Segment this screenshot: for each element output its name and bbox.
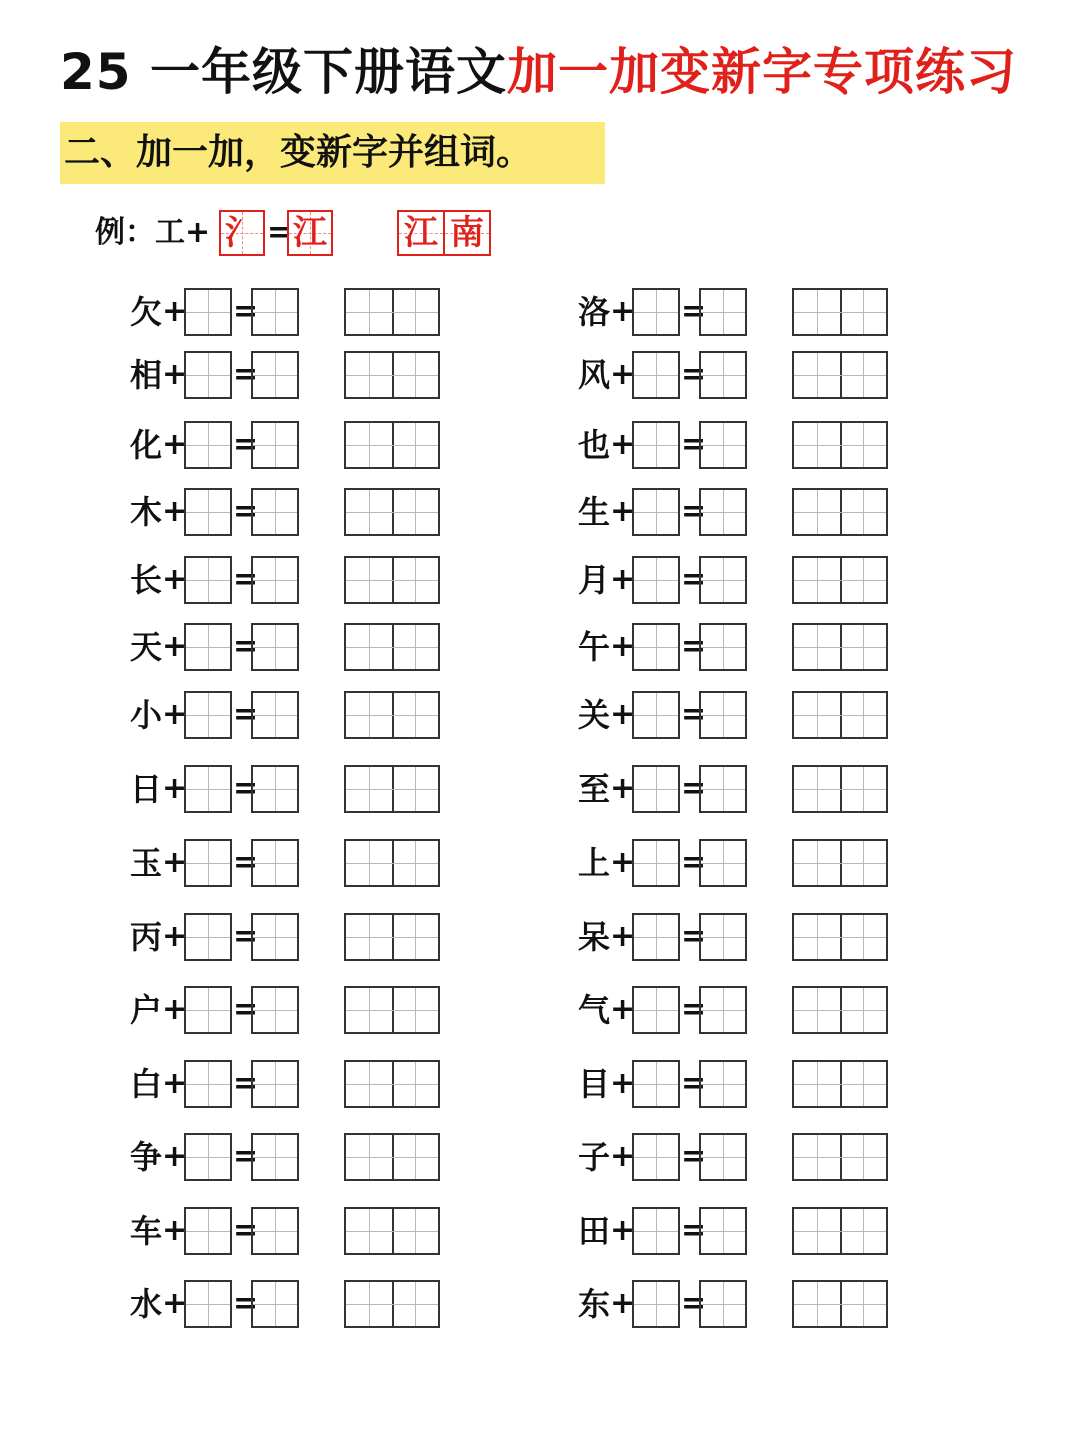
radical-answer-box[interactable] (632, 1133, 680, 1181)
equals-sign: = (233, 992, 259, 1027)
new-character-answer-box[interactable] (251, 765, 299, 813)
radical-answer-box[interactable] (184, 1280, 232, 1328)
exercise-row (130, 421, 440, 469)
plus-sign: + (162, 1213, 188, 1248)
new-character-answer-box[interactable] (699, 691, 747, 739)
new-character-answer-box[interactable] (251, 351, 299, 399)
word-answer-box[interactable] (344, 839, 440, 887)
word-answer-box[interactable] (792, 1280, 888, 1328)
exercise-row (578, 288, 888, 336)
plus-sign: + (162, 1139, 188, 1174)
base-character: 日 (130, 770, 163, 808)
equals-sign: = (681, 629, 707, 664)
base-character: 风 (578, 356, 611, 394)
equals-sign: = (233, 845, 259, 880)
new-character-answer-box[interactable] (699, 351, 747, 399)
plus-sign: + (162, 992, 188, 1027)
plus-sign: + (610, 1139, 636, 1174)
new-character-answer-box[interactable] (699, 986, 747, 1034)
equals-sign: = (681, 1286, 707, 1321)
new-character-answer-box[interactable] (251, 421, 299, 469)
equals-sign: = (233, 629, 259, 664)
example-word-char-1: 江 (404, 213, 438, 253)
exercise-row (578, 1060, 888, 1108)
word-answer-box[interactable] (344, 765, 440, 813)
equals-sign: = (681, 845, 707, 880)
radical-answer-box[interactable] (632, 288, 680, 336)
new-character-answer-box[interactable] (251, 986, 299, 1034)
new-character-answer-box[interactable] (699, 288, 747, 336)
base-character: 欠 (130, 293, 163, 331)
plus-sign: + (610, 845, 636, 880)
base-character: 子 (578, 1138, 611, 1176)
radical-answer-box[interactable] (184, 288, 232, 336)
radical-answer-box[interactable] (632, 839, 680, 887)
exercise-row (130, 288, 440, 336)
example-equals: = (267, 215, 293, 250)
radical-answer-box[interactable] (632, 351, 680, 399)
new-character-answer-box[interactable] (699, 1207, 747, 1255)
equals-sign: = (233, 919, 259, 954)
plus-sign: + (162, 562, 188, 597)
exercise-row (578, 765, 888, 813)
new-character-answer-box[interactable] (699, 913, 747, 961)
plus-sign: + (610, 919, 636, 954)
plus-sign: + (610, 357, 636, 392)
equals-sign: = (681, 562, 707, 597)
radical-answer-box[interactable] (184, 1207, 232, 1255)
radical-answer-box[interactable] (632, 986, 680, 1034)
radical-answer-box[interactable] (632, 488, 680, 536)
exercise-row (130, 1133, 440, 1181)
equals-sign: = (681, 697, 707, 732)
plus-sign: + (610, 629, 636, 664)
word-answer-box[interactable] (792, 623, 888, 671)
radical-answer-box[interactable] (184, 986, 232, 1034)
example-result-box (287, 210, 333, 256)
radical-answer-box[interactable] (632, 421, 680, 469)
equals-sign: = (681, 427, 707, 462)
base-character: 木 (130, 493, 163, 531)
base-character: 长 (130, 561, 163, 599)
radical-answer-box[interactable] (184, 421, 232, 469)
word-answer-box[interactable] (792, 351, 888, 399)
word-answer-box[interactable] (792, 691, 888, 739)
new-character-answer-box[interactable] (699, 623, 747, 671)
radical-answer-box[interactable] (184, 765, 232, 813)
word-answer-box[interactable] (792, 986, 888, 1034)
plus-sign: + (162, 845, 188, 880)
new-character-answer-box[interactable] (699, 839, 747, 887)
plus-sign: + (162, 294, 188, 329)
exercise-row (578, 556, 888, 604)
plus-sign: + (610, 294, 636, 329)
exercise-row (578, 913, 888, 961)
equals-sign: = (233, 494, 259, 529)
radical-answer-box[interactable] (632, 1207, 680, 1255)
new-character-answer-box[interactable] (251, 839, 299, 887)
new-character-answer-box[interactable] (251, 1207, 299, 1255)
exercise-row (130, 691, 440, 739)
new-character-answer-box[interactable] (699, 488, 747, 536)
word-answer-box[interactable] (792, 1060, 888, 1108)
word-answer-box[interactable] (344, 986, 440, 1034)
base-character: 化 (130, 426, 163, 464)
radical-answer-box[interactable] (184, 839, 232, 887)
equals-sign: = (681, 294, 707, 329)
exercise-row (130, 623, 440, 671)
exercise-row (130, 913, 440, 961)
base-character: 争 (130, 1138, 163, 1176)
equals-sign: = (681, 992, 707, 1027)
new-character-answer-box[interactable] (699, 556, 747, 604)
exercise-row (130, 839, 440, 887)
radical-answer-box[interactable] (632, 691, 680, 739)
plus-sign: + (610, 494, 636, 529)
word-answer-box[interactable] (792, 839, 888, 887)
equals-sign: = (681, 771, 707, 806)
radical-answer-box[interactable] (632, 1060, 680, 1108)
word-answer-box[interactable] (344, 1133, 440, 1181)
word-answer-box[interactable] (344, 1207, 440, 1255)
radical-answer-box[interactable] (632, 913, 680, 961)
radical-answer-box[interactable] (184, 623, 232, 671)
word-answer-box[interactable] (792, 913, 888, 961)
new-character-answer-box[interactable] (251, 556, 299, 604)
equals-sign: = (233, 1213, 259, 1248)
equals-sign: = (681, 1139, 707, 1174)
example-word-char-2: 南 (450, 213, 484, 253)
radical-answer-box[interactable] (184, 691, 232, 739)
word-answer-box[interactable] (792, 288, 888, 336)
title-red-part: 加一加变新字专项练习 (507, 43, 1017, 101)
title-black-part: 25 一年级下册语文 (60, 43, 507, 101)
new-character-answer-box[interactable] (251, 1133, 299, 1181)
exercise-row (578, 351, 888, 399)
radical-answer-box[interactable] (632, 765, 680, 813)
radical-answer-box[interactable] (184, 556, 232, 604)
base-character: 呆 (578, 918, 611, 956)
base-character: 洛 (578, 293, 611, 331)
plus-sign: + (162, 494, 188, 529)
word-answer-box[interactable] (344, 421, 440, 469)
plus-sign: + (162, 697, 188, 732)
word-answer-box[interactable] (344, 1060, 440, 1108)
exercise-row (578, 488, 888, 536)
example-label: 例：工+ (95, 215, 211, 250)
word-answer-box[interactable] (344, 623, 440, 671)
plus-sign: + (610, 427, 636, 462)
word-answer-box[interactable] (344, 556, 440, 604)
page-title (60, 40, 1017, 104)
plus-sign: + (162, 357, 188, 392)
base-character: 午 (578, 628, 611, 666)
base-character: 月 (578, 561, 611, 599)
word-answer-box[interactable] (344, 691, 440, 739)
exercise-row (578, 839, 888, 887)
radical-answer-box[interactable] (632, 556, 680, 604)
exercise-row (578, 986, 888, 1034)
word-answer-box[interactable] (344, 913, 440, 961)
base-character: 白 (130, 1065, 163, 1103)
plus-sign: + (610, 1066, 636, 1101)
exercise-row (578, 1207, 888, 1255)
equals-sign: = (233, 357, 259, 392)
exercise-row (578, 1280, 888, 1328)
base-character: 车 (130, 1212, 163, 1250)
new-character-answer-box[interactable] (699, 765, 747, 813)
exercise-row (130, 986, 440, 1034)
base-character: 目 (578, 1065, 611, 1103)
exercise-row (130, 351, 440, 399)
base-character: 户 (130, 991, 163, 1029)
new-character-answer-box[interactable] (699, 1280, 747, 1328)
new-character-answer-box[interactable] (251, 1280, 299, 1328)
base-character: 玉 (130, 844, 163, 882)
radical-answer-box[interactable] (184, 351, 232, 399)
new-character-answer-box[interactable] (699, 421, 747, 469)
plus-sign: + (162, 771, 188, 806)
new-character-answer-box[interactable] (251, 623, 299, 671)
new-character-answer-box[interactable] (251, 288, 299, 336)
exercise-row (578, 421, 888, 469)
equals-sign: = (233, 294, 259, 329)
exercise-row (578, 691, 888, 739)
new-character-answer-box[interactable] (251, 913, 299, 961)
word-answer-box[interactable] (792, 1207, 888, 1255)
word-answer-box[interactable] (344, 288, 440, 336)
base-character: 小 (130, 696, 163, 734)
base-character: 天 (130, 628, 163, 666)
base-character: 丙 (130, 918, 163, 956)
word-answer-box[interactable] (792, 421, 888, 469)
equals-sign: = (233, 562, 259, 597)
plus-sign: + (610, 771, 636, 806)
radical-answer-box[interactable] (184, 913, 232, 961)
equals-sign: = (681, 919, 707, 954)
base-character: 关 (578, 696, 611, 734)
base-character: 至 (578, 770, 611, 808)
base-character: 也 (578, 426, 611, 464)
new-character-answer-box[interactable] (699, 1060, 747, 1108)
new-character-answer-box[interactable] (251, 488, 299, 536)
plus-sign: + (610, 1286, 636, 1321)
new-character-answer-box[interactable] (251, 691, 299, 739)
new-character-answer-box[interactable] (699, 1133, 747, 1181)
word-answer-box[interactable] (792, 556, 888, 604)
word-answer-box[interactable] (792, 765, 888, 813)
exercise-row (578, 1133, 888, 1181)
plus-sign: + (162, 629, 188, 664)
example-radical-box (219, 210, 265, 256)
radical-answer-box[interactable] (184, 1133, 232, 1181)
word-answer-box[interactable] (344, 488, 440, 536)
base-character: 相 (130, 356, 163, 394)
equals-sign: = (233, 427, 259, 462)
plus-sign: + (610, 697, 636, 732)
equals-sign: = (233, 1066, 259, 1101)
base-character: 上 (578, 844, 611, 882)
base-character: 气 (578, 991, 611, 1029)
radical-answer-box[interactable] (632, 1280, 680, 1328)
equals-sign: = (233, 1139, 259, 1174)
equals-sign: = (681, 494, 707, 529)
base-character: 田 (578, 1212, 611, 1250)
radical-answer-box[interactable] (632, 623, 680, 671)
exercise-row (130, 765, 440, 813)
equals-sign: = (233, 771, 259, 806)
plus-sign: + (162, 919, 188, 954)
plus-sign: + (610, 1213, 636, 1248)
section-heading: 二、加一加，变新字并组词。 (60, 122, 605, 184)
exercise-row (578, 623, 888, 671)
plus-sign: + (610, 562, 636, 597)
plus-sign: + (610, 992, 636, 1027)
plus-sign: + (162, 1066, 188, 1101)
equals-sign: = (233, 1286, 259, 1321)
plus-sign: + (162, 427, 188, 462)
exercise-row (130, 1060, 440, 1108)
word-answer-box[interactable] (344, 1280, 440, 1328)
radical-answer-box[interactable] (184, 488, 232, 536)
word-answer-box[interactable] (792, 1133, 888, 1181)
word-answer-box[interactable] (344, 351, 440, 399)
exercise-row (130, 556, 440, 604)
exercise-row (130, 1280, 440, 1328)
equals-sign: = (681, 1066, 707, 1101)
base-character: 水 (130, 1285, 163, 1323)
exercise-row (130, 488, 440, 536)
equals-sign: = (681, 1213, 707, 1248)
equals-sign: = (681, 357, 707, 392)
base-character: 生 (578, 493, 611, 531)
equals-sign: = (233, 697, 259, 732)
example-word-box (397, 210, 491, 256)
base-character: 东 (578, 1285, 611, 1323)
plus-sign: + (162, 1286, 188, 1321)
new-character-answer-box[interactable] (251, 1060, 299, 1108)
example-radical: 氵 (225, 213, 259, 253)
word-answer-box[interactable] (792, 488, 888, 536)
radical-answer-box[interactable] (184, 1060, 232, 1108)
example-result: 江 (293, 213, 327, 253)
exercise-row (130, 1207, 440, 1255)
